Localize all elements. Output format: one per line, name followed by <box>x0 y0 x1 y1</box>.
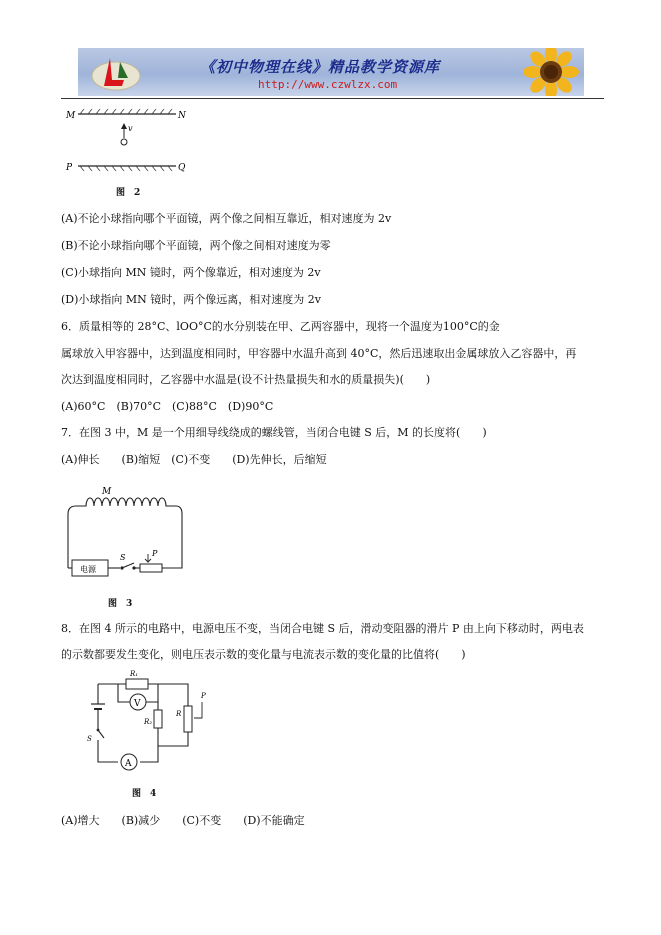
label-s: S <box>120 553 126 562</box>
figure-3-caption: 图 3 <box>108 599 133 609</box>
q5-option-a: (A)不论小球指向哪个平面镜，两个像之间相互靠近，相对速度为 2v <box>61 212 392 225</box>
q6-stem-line-3: 次达到温度相同时，乙容器中水温是(设不计热量损失和水的质量损失)( ) <box>61 373 431 386</box>
q8-stem-line-1: 8．在图 4 所示的电路中，电源电压不变，当闭合电键 S 后，滑动变阻器的滑片 P 由上向下移动时，两电表 <box>61 622 584 635</box>
q8-options: (A)增大 (B)减少 (C)不变 (D)不能确定 <box>61 814 305 827</box>
label-p: P <box>152 549 158 558</box>
label-s: S <box>87 735 92 743</box>
q6-stem-line-1: 6．质量相等的 28°C、lOO°C的水分别装在甲、乙两容器中，现将一个温度为100°C的金 <box>61 320 500 333</box>
q5-option-b: (B)不论小球指向哪个平面镜，两个像之间相对速度为零 <box>61 239 331 252</box>
q5-option-c: (C)小球指向 MN 镜时，两个像靠近，相对速度为 2v <box>61 266 321 279</box>
q6-stem-line-2: 属球放入甲容器中，达到温度相同时，甲容器中水温升高到 40°C，然后迅速取出金属球放入乙容器中，再 <box>61 347 577 360</box>
label-ammeter: A <box>125 759 132 769</box>
label-m: M <box>66 111 76 121</box>
label-power: 电源 <box>80 565 96 574</box>
q6-options: (A)60°C (B)70°C (C)88°C (D)90°C <box>61 400 274 413</box>
q5-option-d: (D)小球指向 MN 镜时，两个像远离，相对速度为 2v <box>61 293 321 306</box>
label-p: P <box>66 163 73 173</box>
label-m: M <box>102 487 112 497</box>
q7-options: (A)伸长 (B)缩短 (C)不变 (D)先伸长，后缩短 <box>61 453 327 466</box>
label-voltmeter: V <box>134 699 141 709</box>
figure-4-circuit <box>84 666 214 780</box>
header-title: 《初中物理在线》精品教学资源库 <box>200 58 441 76</box>
header-divider <box>61 98 604 99</box>
site-logo <box>88 52 144 94</box>
q8-stem-line-2: 的示数都要发生变化，则电压表示数的变化量与电流表示数的变化量的比值将( ) <box>61 648 466 661</box>
label-p: P <box>201 692 206 700</box>
header-banner <box>78 48 584 96</box>
label-r1: R₁ <box>130 670 139 678</box>
figure-2-mirrors <box>62 104 192 196</box>
figure-2-caption: 图 2 <box>116 188 141 198</box>
label-r: R <box>176 710 182 718</box>
label-r2: R₂ <box>144 718 153 726</box>
label-n: N <box>178 111 186 121</box>
sunflower-icon <box>518 48 584 96</box>
q7-stem: 7．在图 3 中，M 是一个用细导线绕成的螺线管，当闭合电键 S 后，M 的长度将( ) <box>61 426 487 439</box>
figure-3-solenoid-circuit <box>62 484 192 584</box>
figure-4-caption: 图 4 <box>132 789 157 799</box>
label-v: v <box>128 124 133 133</box>
header-url[interactable]: http://www.czwlzx.com <box>258 78 398 91</box>
label-q: Q <box>178 163 186 173</box>
